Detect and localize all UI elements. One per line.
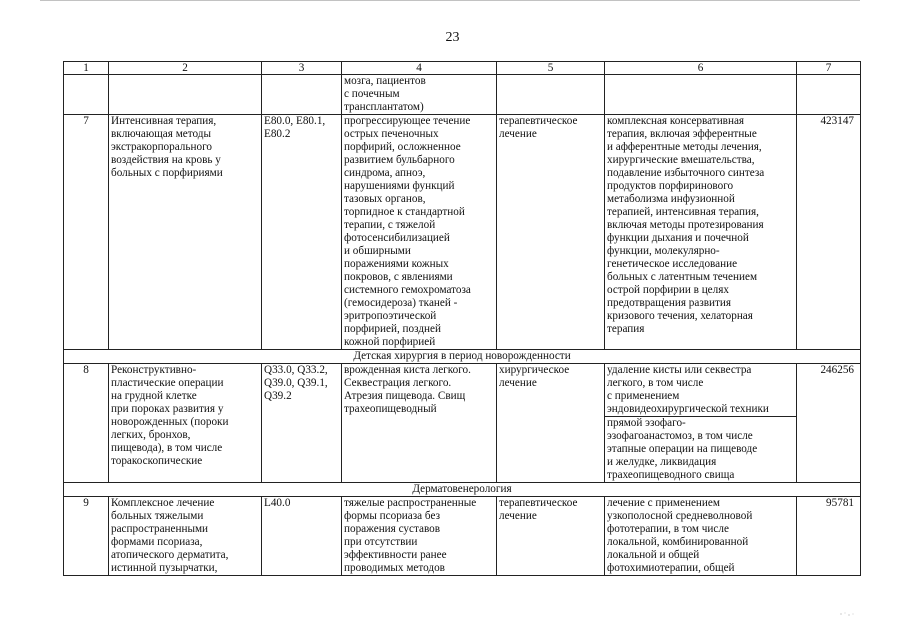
section-row [64,350,861,364]
table-row [64,497,861,576]
row-number: 7 [64,115,109,350]
column-header: 2 [109,62,262,75]
row-number: 8 [64,364,109,483]
column-header: 6 [605,62,797,75]
page-number: 23 [445,30,460,45]
column-header: 5 [497,62,605,75]
column-header: 4 [342,62,497,75]
procedure-name-cell: Интенсивная терапия, включающая методы экстракорпорального воздействия на кровь у больных с порфириями [109,115,262,350]
section-title: Дерматовенерология [64,483,861,497]
row-number: 9 [64,497,109,576]
price-cell: 95781 [797,497,861,576]
column-number-row [64,62,861,75]
treatment-type-cell: терапевтическое лечение [497,497,605,576]
icd-codes-cell: L40.0 [262,497,342,576]
patient-model-cell: мозга, пациентов с почечным трансплантатом) [342,75,497,115]
treatment-method-cell: прямой эзофаго- эзофагоанастомоз, в том числе этапные операции на пищеводе и желудке, ликвидация трахеопищеводного свища [605,417,797,483]
icd-codes-cell: Q33.0, Q33.2, Q39.0, Q39.1, Q39.2 [262,364,342,483]
procedure-name-cell: Реконструктивно- пластические операции на грудной клетке при пороках развития у новорожденных (пороки легких, бронхов, пищевода), в том числе торакоскопические [109,364,262,483]
column-header: 3 [262,62,342,75]
table-row [64,364,861,417]
procedures-table [63,61,861,576]
patient-model-cell: прогрессирующее течение острых печеночных порфирий, осложненное развитием бульбарного синдрома, апноэ, нарушениями функций тазовых органов, торпидное к стандартной терапии, с тяжелой фотосенсибилизацией и обширными поражениями кожных покровов, с явлениями системного гемохроматоза (гемосидероза) тканей - эритропоэтической порфирией, поздней кожной порфирией [342,115,497,350]
scan-noise-specks [838,609,858,619]
scan-edge-line [40,0,860,1]
price-cell: 246256 [797,364,861,483]
patient-model-cell: тяжелые распространенные формы псориаза без поражения суставов при отсутствии эффективности ранее проводимых методов [342,497,497,576]
procedure-name-cell: Комплексное лечение больных тяжелыми распространенными формами псориаза, атопического дерматита, истинной пузырчатки, [109,497,262,576]
section-row [64,483,861,497]
column-header: 1 [64,62,109,75]
table-row [64,115,861,350]
patient-model-cell: врожденная киста легкого. Секвестрация легкого. Атрезия пищевода. Свищ трахеопищеводный [342,364,497,483]
treatment-type-cell: хирургическое лечение [497,364,605,483]
treatment-method-cell: удаление кисты или секвестра легкого, в том числе с применением эндовидеохирургической техники [605,364,797,417]
treatment-method-cell: комплексная консервативная терапия, включая эфферентные и афферентные методы лечения, хирургические вмешательства, подавление избыточного синтеза продуктов порфиринового метаболизма инфузионной терапией, интенсивная терапия, включая методы протезирования функции дыхания и почечной функции, молекулярно- генетическое исследование больных с латентным течением острой порфирии в целях предотвращения развития кризового течения, хелаторная терапия [605,115,797,350]
continuation-row [64,75,861,115]
icd-codes-cell: E80.0, E80.1, E80.2 [262,115,342,350]
treatment-type-cell: терапевтическое лечение [497,115,605,350]
price-cell: 423147 [797,115,861,350]
treatment-method-cell: лечение с применением узкополосной средневолновой фототерапии, в том числе локальной, комбинированной локальной и общей фотохимиотерапии, общей [605,497,797,576]
column-header: 7 [797,62,861,75]
section-title: Детская хирургия в период новорожденности [64,350,861,364]
